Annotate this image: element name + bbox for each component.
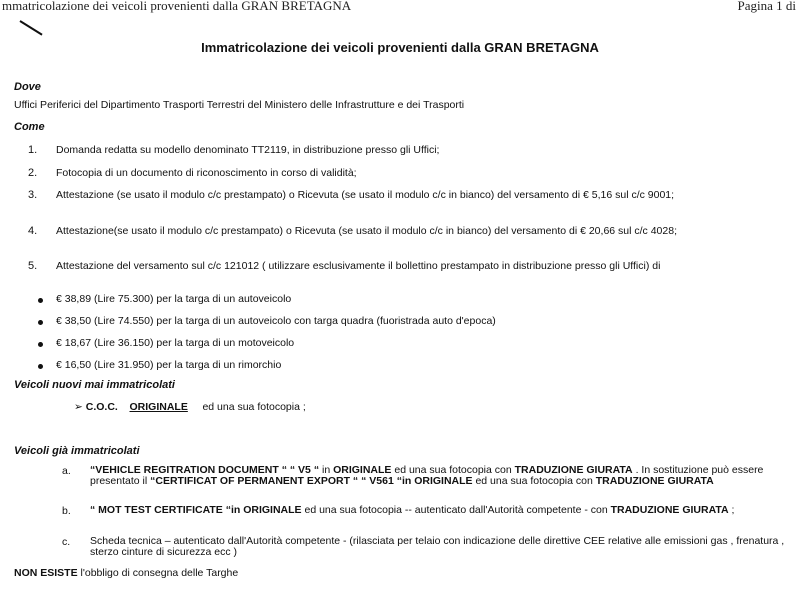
gia-item-b-text [90,505,795,516]
arrow-bullet-icon: ➢ [74,401,83,413]
traduzione-label: TRADUZIONE GIURATA [595,475,714,487]
item-letter: c. [62,536,71,548]
non-esiste-label: NON ESISTE [14,567,78,579]
bullet-dot [38,320,43,325]
gia-item-a-text [90,465,795,487]
item-number: 1. [28,144,38,156]
scan-mark [19,20,42,35]
item-number: 4. [28,225,38,237]
v5-doc-name: “VEHICLE REGITRATION DOCUMENT “ “ V5 “ [90,464,320,476]
item-letter: b. [62,505,71,517]
text-run: ed una sua fotocopia con [472,475,596,487]
traduzione-label: TRADUZIONE GIURATA [610,504,729,516]
traduzione-label: TRADUZIONE GIURATA [514,464,633,476]
fee-bullet-text: € 38,50 (Lire 74.550) per la targa di un autoveicolo con targa quadra (fuoristrada auto d'epoca) [56,315,496,327]
footer-note [14,567,238,579]
coc-label: C.O.C. [85,401,118,413]
fee-bullet-text: € 18,67 (Lire 36.150) per la targa di un motoveicolo [56,337,295,349]
v561-doc-name: “CERTIFICAT OF PERMANENT EXPORT “ “ V561 “in ORIGINALE [150,475,473,487]
section-heading-veicoli-gia: Veicoli già immatricolati [14,445,140,457]
text-run: in [319,464,334,476]
gia-item-c-text: Scheda tecnica – autenticato dall'Autorità competente - (rilasciata per telaio con indicazione delle direttive CEE relative alle emissioni gas , frenatura , sterzo cinture di sicurezza ecc ) [90,535,785,558]
originale-label: ORIGINALE [129,401,188,413]
text-run: . In sostituzione può essere presentato il [90,464,764,487]
come-item-text: Attestazione del versamento sul c/c 121012 ( utilizzare esclusivamente il bollettino prestampato in distribuzione presso gli Uffici) di [56,260,661,272]
fee-bullet-text: € 38,89 (Lire 75.300) per la targa di un autoveicolo [56,293,292,305]
item-number: 3. [28,189,38,201]
section-heading-come: Come [14,121,45,133]
item-letter: a. [62,465,71,477]
footer-text: l'obbligo di consegna delle Targhe [77,567,239,579]
text-run: ; [728,504,735,516]
text-run: ed una sua fotocopia -- autenticato dall'Autorità competente - con [301,504,611,516]
document-title: Immatricolazione dei veicoli provenienti dalla GRAN BRETAGNA [201,40,599,55]
bullet-dot [38,364,43,369]
coc-line [74,401,306,413]
text-run: ed una sua fotocopia con [391,464,515,476]
section-heading-veicoli-nuovi: Veicoli nuovi mai immatricolati [14,379,175,391]
bullet-dot [38,342,43,347]
mot-doc-name: “ MOT TEST CERTIFICATE “in ORIGINALE [90,504,302,516]
item-number: 2. [28,167,38,179]
come-item-text: Attestazione (se usato il modulo c/c prestampato) o Ricevuta (se usato il modulo c/c in bianco) del versamento di € 5,16 sul c/c 9001; [56,189,675,201]
bullet-dot [38,298,43,303]
item-number: 5. [28,260,38,272]
originale-label: ORIGINALE [333,464,392,476]
coc-rest: ed una sua fotocopia ; [202,401,306,413]
come-item-text: Attestazione(se usato il modulo c/c prestampato) o Ricevuta (se usato il modulo c/c in bianco) del versamento di € 20,66 sul c/c 4028; [56,225,677,237]
dove-text: Uffici Periferici del Dipartimento Trasporti Terrestri del Ministero delle Infrastrutture e dei Trasporti [14,99,465,111]
come-item-text: Domanda redatta su modello denominato TT2119, in distribuzione presso gli Uffici; [56,144,440,156]
page-number: Pagina 1 di [737,0,796,13]
come-item-text: Fotocopia di un documento di riconoscimento in corso di validità; [56,167,357,179]
fee-bullet-text: € 16,50 (Lire 31.950) per la targa di un rimorchio [56,359,282,371]
section-heading-dove: Dove [14,81,41,93]
page-header-title: mmatricolazione dei veicoli provenienti dalla GRAN BRETAGNA [2,0,352,13]
